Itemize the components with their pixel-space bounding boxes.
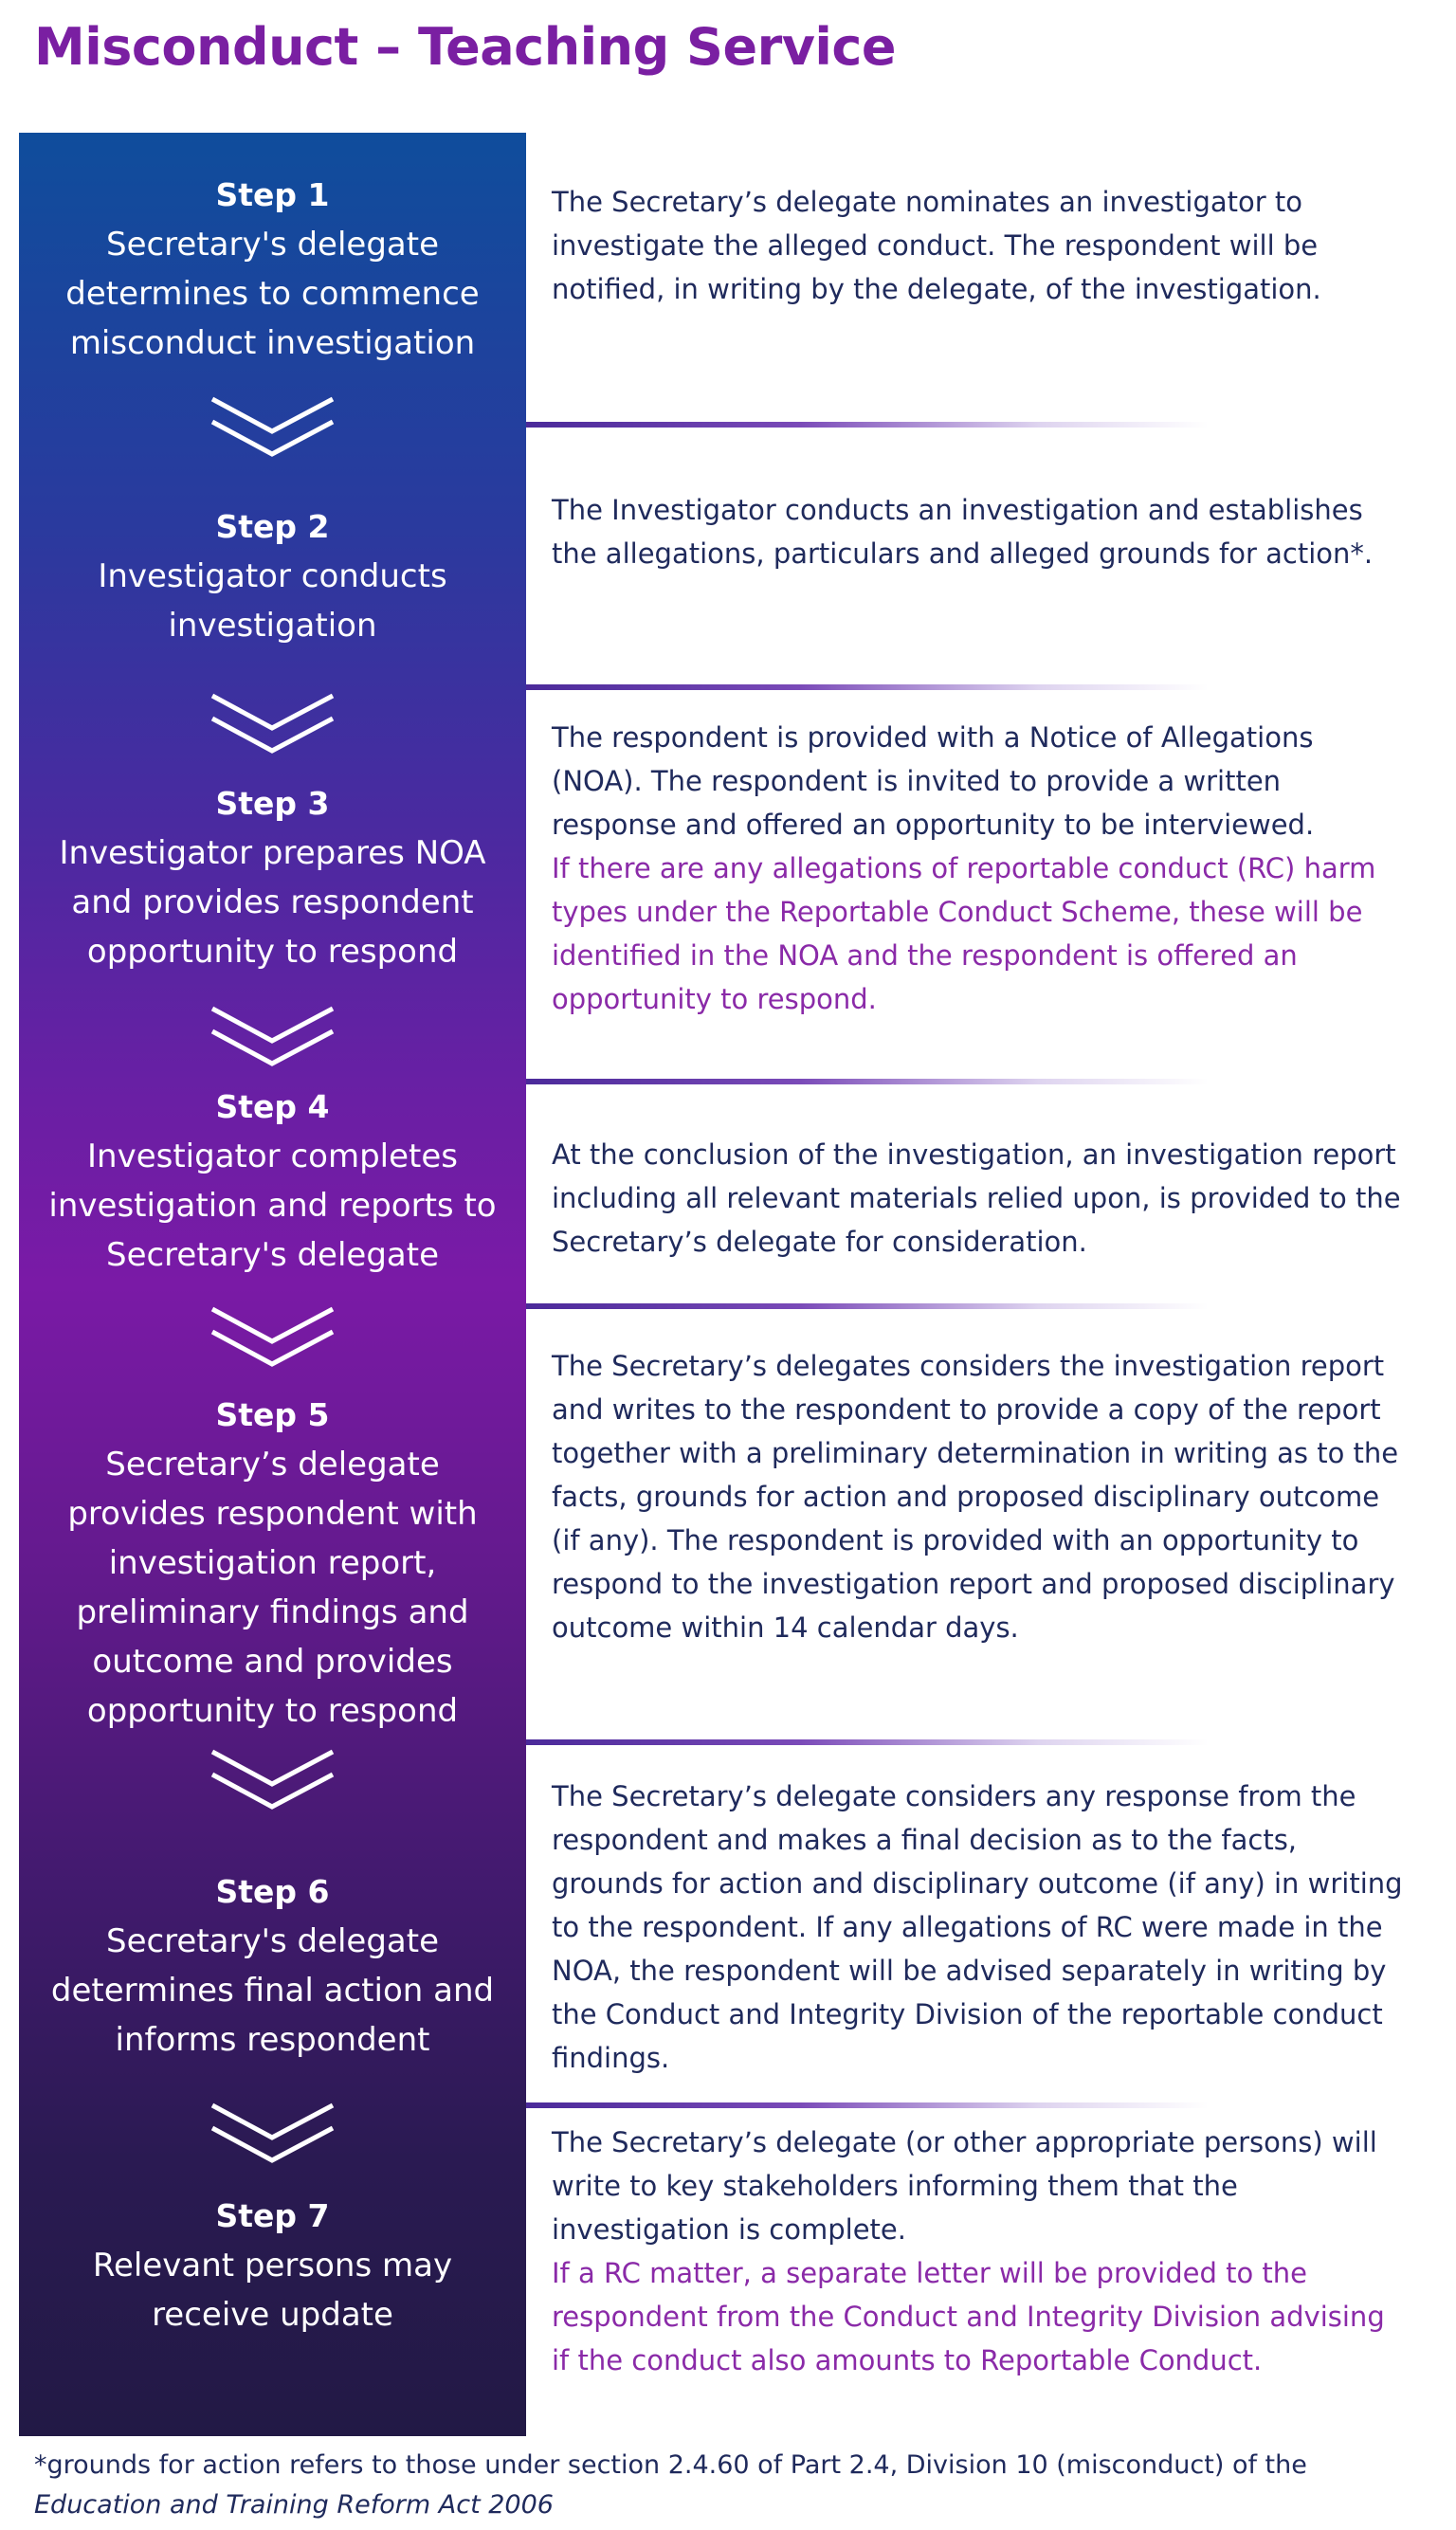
step-1-box [19,171,526,368]
step-3-title: Investigator prepares NOA and provides respondent opportunity to respond [59,834,486,971]
step-2-title: Investigator conducts investigation [98,557,447,645]
step-2-description [552,488,1405,575]
step-4-description-text: At the conclusion of the investigation, an investigation report including all relevant materials relied upon, is provided to the Secretary’s delegate for consideration. [552,1138,1401,1258]
process-steps-band [19,133,526,2436]
step-1-description [552,180,1405,311]
double-chevron-down-icon [209,1003,337,1074]
step-7-title: Relevant persons may receive update [92,2247,453,2334]
page-title: Misconduct – Teaching Service [34,17,897,77]
step-1-label: Step 1 [215,176,330,213]
step-divider [526,1303,1209,1309]
step-divider [526,1079,1209,1084]
step-4-box [19,1083,526,1280]
step-6-description [552,1775,1405,2080]
step-7-description [552,2120,1405,2382]
double-chevron-down-icon [209,1746,337,1817]
double-chevron-down-icon [209,1303,337,1374]
step-5-label: Step 5 [215,1396,330,1433]
step-4-title: Investigator completes investigation and reports to Secretary's delegate [48,1138,497,1274]
step-7-box [19,2192,526,2339]
step-divider [526,422,1209,428]
step-5-description-text: The Secretary’s delegates considers the investigation report and writes to the respondent to provide a copy of the report together with a preliminary determination in writing as to the facts, grounds for action and proposed disciplinary outcome (if any). The respondent is provided with an opportunity to respond to the investigation report and proposed disciplinary outcome within 14 calendar days. [552,1350,1399,1644]
step-3-description-text: The respondent is provided with a Notice of Allegations (NOA). The respondent is invited to provide a written response and offered an opportunity to be interviewed. [552,721,1315,841]
footnote-act-name: Education and Training Reform Act 2006 [34,2490,554,2520]
step-6-box [19,1867,526,2065]
step-6-description-text: The Secretary’s delegate considers any response from the respondent and makes a final decision as to the facts, grounds for action and disciplinary outcome (if any) in writing to the respondent. If any allegations of RC were made in the NOA, the respondent will be advised separately in writing by the Conduct and Integrity Division of the reportable conduct findings. [552,1780,1403,2074]
step-divider [526,1739,1209,1745]
step-2-description-text: The Investigator conducts an investigation and establishes the allegations, particulars and alleged grounds for action*. [552,494,1374,570]
double-chevron-down-icon [209,2100,337,2171]
step-2-box [19,502,526,650]
step-5-description [552,1344,1405,1649]
step-5-title: Secretary’s delegate provides respondent with investigation report, preliminary findings and outcome and provides opportunity to respond [67,1446,478,1730]
step-3-description [552,716,1405,1021]
step-divider [526,2102,1209,2108]
step-3-box [19,779,526,976]
footnote-text: *grounds for action refers to those under section 2.4.60 of Part 2.4, Division 10 (misconduct) of the [34,2450,1307,2480]
step-7-description-text: The Secretary’s delegate (or other appropriate persons) will write to key stakeholders informing them that the investigation is complete. [552,2126,1377,2246]
double-chevron-down-icon [209,690,337,761]
footnote [34,2446,1437,2525]
step-3-rc-note: If there are any allegations of reportable conduct (RC) harm types under the Reportable Conduct Scheme, these will be identified in the NOA and the respondent is offered an opportunity to respond. [552,852,1376,1015]
step-1-title: Secretary's delegate determines to commence misconduct investigation [65,226,480,362]
step-6-label: Step 6 [215,1873,330,1910]
step-7-rc-note: If a RC matter, a separate letter will be provided to the respondent from the Conduct and Integrity Division advising if the conduct also amounts to Reportable Conduct. [552,2257,1385,2376]
step-3-label: Step 3 [215,785,330,822]
step-1-description-text: The Secretary’s delegate nominates an investigator to investigate the alleged conduct. The respondent will be notified, in writing by the delegate, of the investigation. [552,186,1321,305]
step-2-label: Step 2 [215,508,330,545]
step-4-label: Step 4 [215,1088,330,1125]
step-divider [526,684,1209,690]
step-7-label: Step 7 [215,2197,330,2234]
step-5-box [19,1391,526,1736]
double-chevron-down-icon [209,393,337,464]
step-4-description [552,1133,1405,1264]
step-6-title: Secretary's delegate determines final action and informs respondent [50,1922,495,2059]
